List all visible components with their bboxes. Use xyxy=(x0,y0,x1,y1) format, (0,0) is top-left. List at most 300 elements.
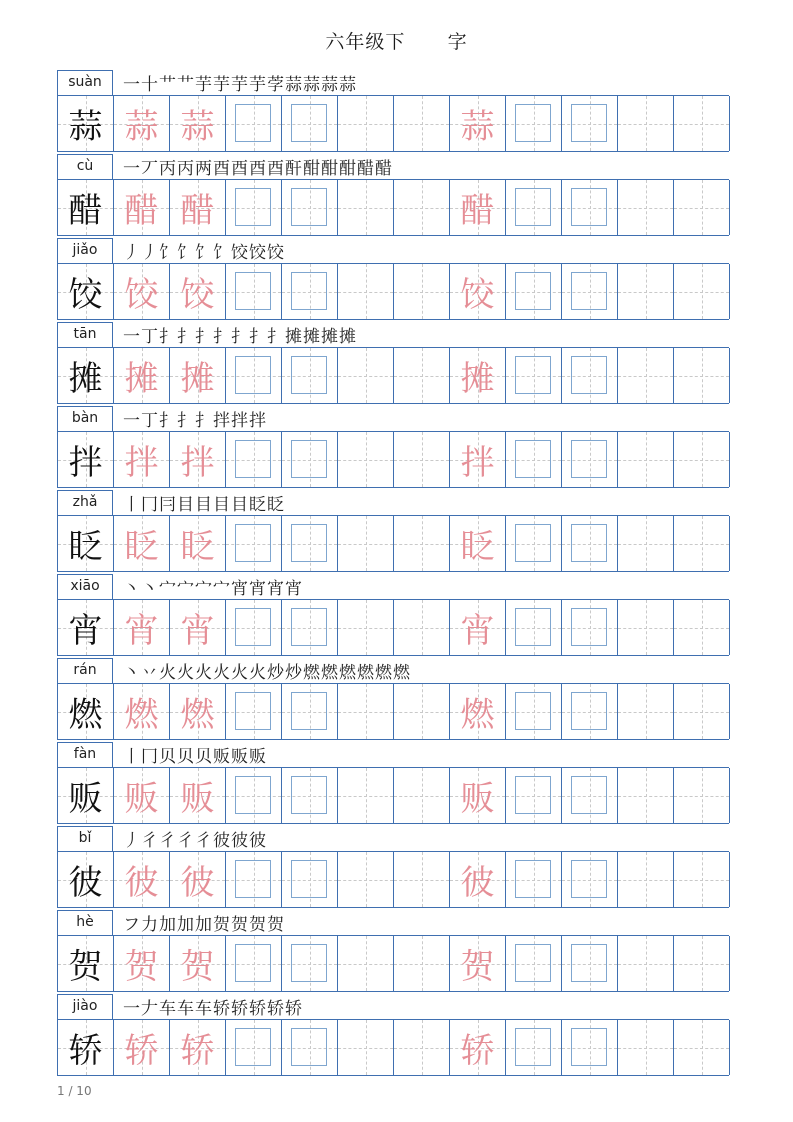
practice-box-cell xyxy=(506,852,562,907)
blank-practice-cell xyxy=(618,432,674,487)
trace-character: 宵 xyxy=(460,611,495,651)
model-character: 轿 xyxy=(68,1031,103,1071)
practice-box-cell xyxy=(282,936,338,991)
model-character: 燃 xyxy=(68,695,103,735)
trace-character: 贺 xyxy=(180,947,215,987)
blank-practice-cell xyxy=(618,264,674,319)
inner-guide-square xyxy=(571,860,607,898)
writing-grid xyxy=(57,95,729,152)
stroke-step: 一 xyxy=(123,159,140,179)
stroke-step: 丨 xyxy=(123,747,140,767)
practice-box-cell xyxy=(282,768,338,823)
blank-practice-cell xyxy=(674,768,730,823)
stroke-step: 扌 xyxy=(159,411,176,431)
blank-practice-cell xyxy=(338,852,394,907)
blank-practice-cell xyxy=(394,684,450,739)
stroke-step: 彼 xyxy=(249,831,266,851)
pinyin-label: cù xyxy=(57,154,113,179)
trace-character-cell xyxy=(114,516,170,571)
pinyin-label: xiāo xyxy=(57,574,113,599)
inner-guide-square xyxy=(515,860,551,898)
trace-character: 饺 xyxy=(180,275,215,315)
writing-grid xyxy=(57,683,729,740)
practice-box-cell xyxy=(562,684,618,739)
stroke-step: 丶 xyxy=(123,663,140,683)
pinyin-label: suàn xyxy=(57,70,113,95)
trace-character: 轿 xyxy=(124,1031,159,1071)
stroke-step: 酣 xyxy=(321,159,338,179)
trace-character: 眨 xyxy=(460,527,495,567)
trace-character: 眨 xyxy=(124,527,159,567)
inner-guide-square xyxy=(515,608,551,646)
trace-character: 贩 xyxy=(180,779,215,819)
practice-box-cell xyxy=(562,264,618,319)
stroke-step: 丷 xyxy=(141,663,158,683)
practice-box-cell xyxy=(562,768,618,823)
practice-box-cell xyxy=(506,96,562,151)
practice-box-cell xyxy=(282,432,338,487)
blank-practice-cell xyxy=(394,96,450,151)
stroke-step: 丙 xyxy=(177,159,194,179)
trace-character-cell xyxy=(114,600,170,655)
stroke-step: 摊 xyxy=(285,327,302,347)
stroke-step: 宀 xyxy=(177,579,194,599)
blank-practice-cell xyxy=(674,432,730,487)
blank-practice-cell xyxy=(338,180,394,235)
inner-guide-square xyxy=(571,608,607,646)
inner-guide-square xyxy=(515,944,551,982)
character-entry xyxy=(57,406,729,490)
stroke-step: 艹 xyxy=(177,75,194,95)
stroke-step: 醋 xyxy=(357,159,374,179)
character-entry xyxy=(57,994,729,1078)
stroke-step: 彳 xyxy=(141,831,158,851)
inner-guide-square xyxy=(515,1028,551,1066)
character-entry xyxy=(57,154,729,238)
stroke-step: 酉 xyxy=(267,159,284,179)
inner-guide-square xyxy=(571,692,607,730)
blank-practice-cell xyxy=(338,768,394,823)
trace-character: 燃 xyxy=(460,695,495,735)
stroke-step: 扌 xyxy=(267,327,284,347)
stroke-step: 醋 xyxy=(375,159,392,179)
practice-box-cell xyxy=(506,1020,562,1075)
trace-character: 醋 xyxy=(180,191,215,231)
model-character: 眨 xyxy=(68,527,103,567)
writing-grid xyxy=(57,851,729,908)
stroke-step: 摊 xyxy=(303,327,320,347)
practice-box-cell xyxy=(282,1020,338,1075)
inner-guide-square xyxy=(235,188,271,226)
trace-character: 蒜 xyxy=(460,107,495,147)
practice-box-cell xyxy=(562,348,618,403)
blank-practice-cell xyxy=(338,516,394,571)
stroke-step: 拌 xyxy=(231,411,248,431)
writing-grid xyxy=(57,515,729,572)
inner-guide-square xyxy=(571,188,607,226)
trace-character: 蒜 xyxy=(124,107,159,147)
trace-character-cell xyxy=(450,936,506,991)
page-title: 六年级下 字 xyxy=(325,31,468,53)
inner-guide-square xyxy=(515,776,551,814)
inner-guide-square xyxy=(235,860,271,898)
blank-practice-cell xyxy=(618,516,674,571)
blank-practice-cell xyxy=(674,600,730,655)
trace-character-cell xyxy=(450,180,506,235)
stroke-step: 贺 xyxy=(267,915,284,935)
stroke-step: 宵 xyxy=(249,579,266,599)
stroke-step: 彼 xyxy=(213,831,230,851)
stroke-step: 彳 xyxy=(159,831,176,851)
pinyin-label: bàn xyxy=(57,406,113,431)
stroke-order xyxy=(123,70,357,95)
inner-guide-square xyxy=(235,776,271,814)
writing-grid xyxy=(57,431,729,488)
trace-character-cell xyxy=(170,684,226,739)
blank-practice-cell xyxy=(618,936,674,991)
stroke-step: 炒 xyxy=(267,663,284,683)
blank-practice-cell xyxy=(394,936,450,991)
practice-box-cell xyxy=(226,684,282,739)
practice-box-cell xyxy=(562,852,618,907)
blank-practice-cell xyxy=(618,180,674,235)
trace-character-cell xyxy=(114,852,170,907)
stroke-step: 贺 xyxy=(213,915,230,935)
stroke-step: 火 xyxy=(195,663,212,683)
character-entry xyxy=(57,658,729,742)
trace-character-cell xyxy=(114,180,170,235)
blank-practice-cell xyxy=(674,684,730,739)
model-character-cell xyxy=(58,600,114,655)
model-character-cell xyxy=(58,516,114,571)
blank-practice-cell xyxy=(338,348,394,403)
blank-practice-cell xyxy=(338,600,394,655)
character-entry xyxy=(57,826,729,910)
trace-character: 醋 xyxy=(124,191,159,231)
trace-character: 轿 xyxy=(180,1031,215,1071)
blank-practice-cell xyxy=(618,768,674,823)
inner-guide-square xyxy=(235,272,271,310)
trace-character: 摊 xyxy=(180,359,215,399)
stroke-order xyxy=(123,742,267,767)
stroke-step: 酉 xyxy=(213,159,230,179)
practice-box-cell xyxy=(562,516,618,571)
pinyin-label: tān xyxy=(57,322,113,347)
model-character: 饺 xyxy=(68,275,103,315)
practice-box-cell xyxy=(226,768,282,823)
practice-box-cell xyxy=(226,180,282,235)
stroke-step: 宀 xyxy=(213,579,230,599)
stroke-step: 芋 xyxy=(213,75,230,95)
model-character-cell xyxy=(58,180,114,235)
model-character-cell xyxy=(58,852,114,907)
model-character: 蒜 xyxy=(68,107,103,147)
stroke-order xyxy=(123,490,285,515)
stroke-step: 饣 xyxy=(159,243,176,263)
page-indicator: 1 / 10 xyxy=(57,1084,92,1098)
inner-guide-square xyxy=(235,692,271,730)
stroke-step: 贩 xyxy=(213,747,230,767)
stroke-step: 轿 xyxy=(249,999,266,1019)
blank-practice-cell xyxy=(394,852,450,907)
stroke-step: 冂 xyxy=(141,747,158,767)
stroke-step: 饺 xyxy=(267,243,284,263)
stroke-step: 宵 xyxy=(231,579,248,599)
practice-box-cell xyxy=(226,96,282,151)
pinyin-label: jiǎo xyxy=(57,238,113,263)
trace-character: 宵 xyxy=(180,611,215,651)
blank-practice-cell xyxy=(338,96,394,151)
inner-guide-square xyxy=(571,776,607,814)
pinyin-label: hè xyxy=(57,910,113,935)
stroke-step: 贝 xyxy=(159,747,176,767)
stroke-order xyxy=(123,406,267,431)
trace-character: 贺 xyxy=(460,947,495,987)
trace-character-cell xyxy=(170,264,226,319)
trace-character: 饺 xyxy=(460,275,495,315)
character-entry xyxy=(57,574,729,658)
stroke-step: 贝 xyxy=(195,747,212,767)
stroke-step: 十 xyxy=(141,75,158,95)
blank-practice-cell xyxy=(674,516,730,571)
practice-box-cell xyxy=(226,936,282,991)
trace-character-cell xyxy=(450,264,506,319)
stroke-step: 贺 xyxy=(231,915,248,935)
practice-sheet xyxy=(57,70,729,1078)
inner-guide-square xyxy=(571,356,607,394)
practice-box-cell xyxy=(562,180,618,235)
stroke-step: 火 xyxy=(231,663,248,683)
model-character: 拌 xyxy=(68,443,103,483)
stroke-step: 炒 xyxy=(285,663,302,683)
stroke-step: 眨 xyxy=(267,495,284,515)
inner-guide-square xyxy=(291,608,327,646)
trace-character-cell xyxy=(450,1020,506,1075)
practice-box-cell xyxy=(506,768,562,823)
stroke-step: 酉 xyxy=(231,159,248,179)
trace-character-cell xyxy=(170,768,226,823)
pinyin-label: fàn xyxy=(57,742,113,767)
character-entry xyxy=(57,70,729,154)
trace-character-cell xyxy=(170,516,226,571)
blank-practice-cell xyxy=(674,180,730,235)
inner-guide-square xyxy=(515,440,551,478)
stroke-step: 两 xyxy=(195,159,212,179)
trace-character-cell xyxy=(114,264,170,319)
stroke-step: 轿 xyxy=(267,999,284,1019)
stroke-step: 扌 xyxy=(213,327,230,347)
model-character: 宵 xyxy=(68,611,103,651)
practice-box-cell xyxy=(506,432,562,487)
trace-character-cell xyxy=(450,516,506,571)
stroke-step: 扌 xyxy=(231,327,248,347)
practice-box-cell xyxy=(506,348,562,403)
trace-character: 彼 xyxy=(124,863,159,903)
stroke-step: 加 xyxy=(177,915,194,935)
stroke-step: 冂 xyxy=(141,495,158,515)
stroke-step: 贩 xyxy=(249,747,266,767)
stroke-step: 轿 xyxy=(213,999,230,1019)
stroke-step: 眨 xyxy=(249,495,266,515)
stroke-step: 芋 xyxy=(231,75,248,95)
practice-box-cell xyxy=(282,180,338,235)
stroke-step: 饺 xyxy=(249,243,266,263)
stroke-step: 轿 xyxy=(285,999,302,1019)
trace-character: 贺 xyxy=(124,947,159,987)
character-entry xyxy=(57,322,729,406)
inner-guide-square xyxy=(291,356,327,394)
trace-character-cell xyxy=(450,768,506,823)
stroke-step: 酣 xyxy=(339,159,356,179)
inner-guide-square xyxy=(235,608,271,646)
trace-character-cell xyxy=(114,348,170,403)
stroke-step: 燃 xyxy=(393,663,410,683)
stroke-step: 饣 xyxy=(177,243,194,263)
stroke-step: 一 xyxy=(123,327,140,347)
practice-box-cell xyxy=(562,1020,618,1075)
pinyin-label: bǐ xyxy=(57,826,113,851)
stroke-order xyxy=(123,910,285,935)
stroke-step: 蒜 xyxy=(285,75,302,95)
practice-box-cell xyxy=(282,600,338,655)
stroke-step: 一 xyxy=(123,75,140,95)
trace-character-cell xyxy=(450,684,506,739)
stroke-step: 扌 xyxy=(249,327,266,347)
stroke-step: 燃 xyxy=(375,663,392,683)
blank-practice-cell xyxy=(394,1020,450,1075)
trace-character: 醋 xyxy=(460,191,495,231)
inner-guide-square xyxy=(291,104,327,142)
stroke-step: 燃 xyxy=(303,663,320,683)
stroke-step: 轿 xyxy=(231,999,248,1019)
stroke-step: 酐 xyxy=(285,159,302,179)
trace-character: 轿 xyxy=(460,1031,495,1071)
blank-practice-cell xyxy=(338,936,394,991)
stroke-step: 宀 xyxy=(195,579,212,599)
trace-character-cell xyxy=(114,96,170,151)
inner-guide-square xyxy=(515,272,551,310)
model-character-cell xyxy=(58,264,114,319)
blank-practice-cell xyxy=(618,852,674,907)
blank-practice-cell xyxy=(618,600,674,655)
stroke-step: 贩 xyxy=(231,747,248,767)
stroke-step: 茡 xyxy=(267,75,284,95)
practice-box-cell xyxy=(226,600,282,655)
trace-character-cell xyxy=(114,432,170,487)
character-entry xyxy=(57,910,729,994)
writing-grid xyxy=(57,935,729,992)
stroke-step: 蒜 xyxy=(339,75,356,95)
practice-box-cell xyxy=(226,348,282,403)
inner-guide-square xyxy=(235,356,271,394)
practice-box-cell xyxy=(282,852,338,907)
inner-guide-square xyxy=(235,1028,271,1066)
inner-guide-square xyxy=(291,524,327,562)
stroke-step: 一 xyxy=(123,411,140,431)
trace-character: 宵 xyxy=(124,611,159,651)
inner-guide-square xyxy=(291,188,327,226)
trace-character-cell xyxy=(170,348,226,403)
stroke-step: 丆 xyxy=(141,159,158,179)
model-character-cell xyxy=(58,768,114,823)
stroke-step: フ xyxy=(123,915,140,935)
practice-box-cell xyxy=(506,516,562,571)
trace-character: 拌 xyxy=(180,443,215,483)
stroke-step: 饣 xyxy=(195,243,212,263)
blank-practice-cell xyxy=(394,600,450,655)
model-character: 贺 xyxy=(68,947,103,987)
practice-box-cell xyxy=(282,96,338,151)
stroke-step: 摊 xyxy=(321,327,338,347)
stroke-step: 艹 xyxy=(159,75,176,95)
stroke-step: 扌 xyxy=(177,411,194,431)
trace-character: 拌 xyxy=(124,443,159,483)
practice-box-cell xyxy=(282,264,338,319)
inner-guide-square xyxy=(515,356,551,394)
character-entry xyxy=(57,742,729,826)
stroke-step: 酣 xyxy=(303,159,320,179)
inner-guide-square xyxy=(291,944,327,982)
inner-guide-square xyxy=(515,524,551,562)
inner-guide-square xyxy=(571,944,607,982)
trace-character: 拌 xyxy=(460,443,495,483)
writing-grid xyxy=(57,347,729,404)
blank-practice-cell xyxy=(394,348,450,403)
trace-character-cell xyxy=(114,936,170,991)
stroke-step: 贺 xyxy=(249,915,266,935)
stroke-step: 目 xyxy=(195,495,212,515)
trace-character-cell xyxy=(170,936,226,991)
trace-character: 蒜 xyxy=(180,107,215,147)
inner-guide-square xyxy=(571,272,607,310)
character-entry xyxy=(57,490,729,574)
stroke-step: 车 xyxy=(177,999,194,1019)
stroke-step: 燃 xyxy=(357,663,374,683)
stroke-step: 丁 xyxy=(141,327,158,347)
blank-practice-cell xyxy=(618,348,674,403)
writing-grid xyxy=(57,263,729,320)
inner-guide-square xyxy=(291,272,327,310)
model-character-cell xyxy=(58,1020,114,1075)
stroke-step: 扌 xyxy=(195,327,212,347)
blank-practice-cell xyxy=(674,852,730,907)
inner-guide-square xyxy=(515,104,551,142)
stroke-step: 车 xyxy=(195,999,212,1019)
stroke-step: 拌 xyxy=(249,411,266,431)
model-character-cell xyxy=(58,432,114,487)
blank-practice-cell xyxy=(338,684,394,739)
trace-character: 眨 xyxy=(180,527,215,567)
trace-character-cell xyxy=(170,180,226,235)
inner-guide-square xyxy=(571,1028,607,1066)
stroke-step: 加 xyxy=(195,915,212,935)
stroke-step: 蒜 xyxy=(303,75,320,95)
stroke-step: 丶 xyxy=(123,579,140,599)
trace-character: 彼 xyxy=(180,863,215,903)
stroke-order xyxy=(123,322,357,347)
inner-guide-square xyxy=(291,692,327,730)
trace-character: 摊 xyxy=(460,359,495,399)
trace-character-cell xyxy=(170,96,226,151)
model-character: 彼 xyxy=(68,863,103,903)
model-character: 摊 xyxy=(68,359,103,399)
blank-practice-cell xyxy=(394,264,450,319)
stroke-step: 酉 xyxy=(249,159,266,179)
blank-practice-cell xyxy=(338,264,394,319)
stroke-step: 扌 xyxy=(195,411,212,431)
inner-guide-square xyxy=(291,440,327,478)
stroke-step: 彳 xyxy=(177,831,194,851)
